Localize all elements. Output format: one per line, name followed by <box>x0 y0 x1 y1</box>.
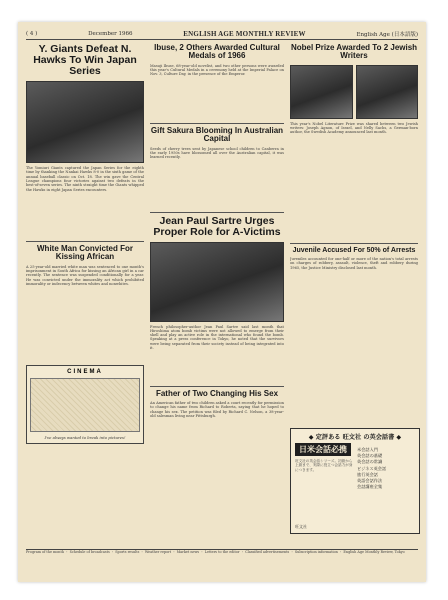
ad-item: 英会話の常識 <box>357 459 383 465</box>
body-juvenile: Juveniles accounted for one-half or more of the nation's total arrests on charges of robbery, assault, violence, theft and robbery during 1965, the Justice Ministry disclosed last month. <box>290 257 418 270</box>
ad-title: ◆ 定評ある 旺文社 の英会話書 ◆ <box>308 434 402 441</box>
ad-item: 米会話入門 <box>357 447 378 452</box>
ad-slogan: 日米会話必携 <box>295 443 351 456</box>
cinema-cartoon <box>26 365 144 444</box>
headline-giants: Y. Giants Defeat N. Hawks To Win Japan Series <box>33 44 137 78</box>
headline-sartre: Jean Paul Sartre Urges Proper Role for A-Victims <box>153 214 281 238</box>
headline-nobel: Nobel Prize Awarded To 2 Jewish Writers <box>290 44 418 61</box>
photo-sartre <box>150 242 284 322</box>
ad-book-list <box>357 447 415 490</box>
body-father: An American father of two children asked a court recently for permission to change his name from Richard to Roberta, saying that he hoped to change his sex. The petition was filed by Richard C. Nelson, a 38-year-old salesman living near Pittsburgh. <box>150 400 284 418</box>
headline-father: Father of Two Changing His Sex <box>155 388 279 398</box>
cinema-label: CINEMA <box>67 368 103 375</box>
ad-blurb: 旺文社の英会話シリーズ。初級から上級まで、実際に役立つ会話力が身につきます。 <box>295 459 353 472</box>
photo-agnon <box>290 65 353 119</box>
cinema-caption: I've always wanted to break into pictures! <box>44 434 126 440</box>
ad-item: 会話講座全集 <box>357 484 383 490</box>
masthead: ENGLISH AGE MONTHLY REVIEW <box>183 29 306 38</box>
ad-item: 英語会話作法 <box>357 478 383 484</box>
body-white-man: A 25-year-old married white man was sentenced to one month's imprisonment in South Africa for kissing an African girl in a car recently. The sentence was suspended conditionally for a year. He was convicted under the immorality act which prohibited immorality or indecency between whites and nonwhites. <box>26 264 144 287</box>
headline-white-man: White Man Convicted For Kissing African <box>37 244 133 262</box>
headline-ibuse: Ibuse, 2 Others Awarded Cultural Medals of 1966 <box>154 44 280 61</box>
body-ibuse: Masuji Ibuse, 68-year-old novelist, and two other persons were awarded this year's Cultural Medals in a ceremony held at the Imperial Palace on Nov. 3, Culture Day, in the presence of the Emperor. <box>150 63 284 77</box>
cartoon-illustration <box>30 378 140 432</box>
body-nobel: This year's Nobel Literature Prize was shared between two Jewish writers: Joseph Agnon, of Israel, and Nelly Sachs, a German-born author, the Swedish Academy announced last month. <box>290 121 418 135</box>
ad-item: 英会話の基礎 <box>357 453 383 459</box>
ad-item: ビジネス英会話 <box>357 465 387 471</box>
photo-sachs <box>356 65 419 119</box>
body-sartre: French philosopher-author Jean Paul Sartre said last month that Hiroshima atom bomb victims were not allowed to emerge from their shell and play an active role in the international who found the bomb. Speaking at a press conference in Tokyo, he noted that the survivors were being separated from their society instead of being integrated into it. <box>150 324 284 351</box>
photo-giants <box>26 81 144 163</box>
ad-publisher: 旺文社 <box>295 524 307 529</box>
column-left <box>26 44 144 544</box>
ad-item: 旅行英会話 <box>357 471 378 477</box>
issue-date: December 1966 <box>88 30 133 37</box>
advertisement <box>290 428 420 534</box>
headline-sakura: Gift Sakura Blooming In Australian Capital <box>150 125 284 144</box>
body-giants: The Yomiuri Giants captured the Japan Series for the eighth time by thanking the Nankai Hawks 8-0 in the sixth game of the annual baseball classic on Oct. 18. The win gave the Central League champions four victories against two defeats in the best-of-seven series. The ninth straight time the Giants whipped the Hawks in eight Japan Series encounters. <box>26 166 144 192</box>
headline-juvenile: Juvenile Accused For 50% of Arrests <box>292 246 416 254</box>
page-header <box>26 28 418 40</box>
newspaper-page <box>18 22 426 582</box>
page-number: ( 4 ) <box>26 30 38 37</box>
bottom-listings: Program of the month ・ Schedule of broadcasts ・ Sports results ・ Weather report ・ Market news ・ Letters to the editor ・ Classified advertisements ・ Subscription information ・ English Age Monthly Review, Tokyo <box>26 549 418 576</box>
column-middle <box>150 44 284 544</box>
edition-label: English Age (日本語版) <box>356 31 418 38</box>
body-sakura: Seeds of cherry trees sent by Japanese school children to Canberra in the early 1950s have blossomed all over the Australian capital, it was learned recently. <box>150 146 284 160</box>
